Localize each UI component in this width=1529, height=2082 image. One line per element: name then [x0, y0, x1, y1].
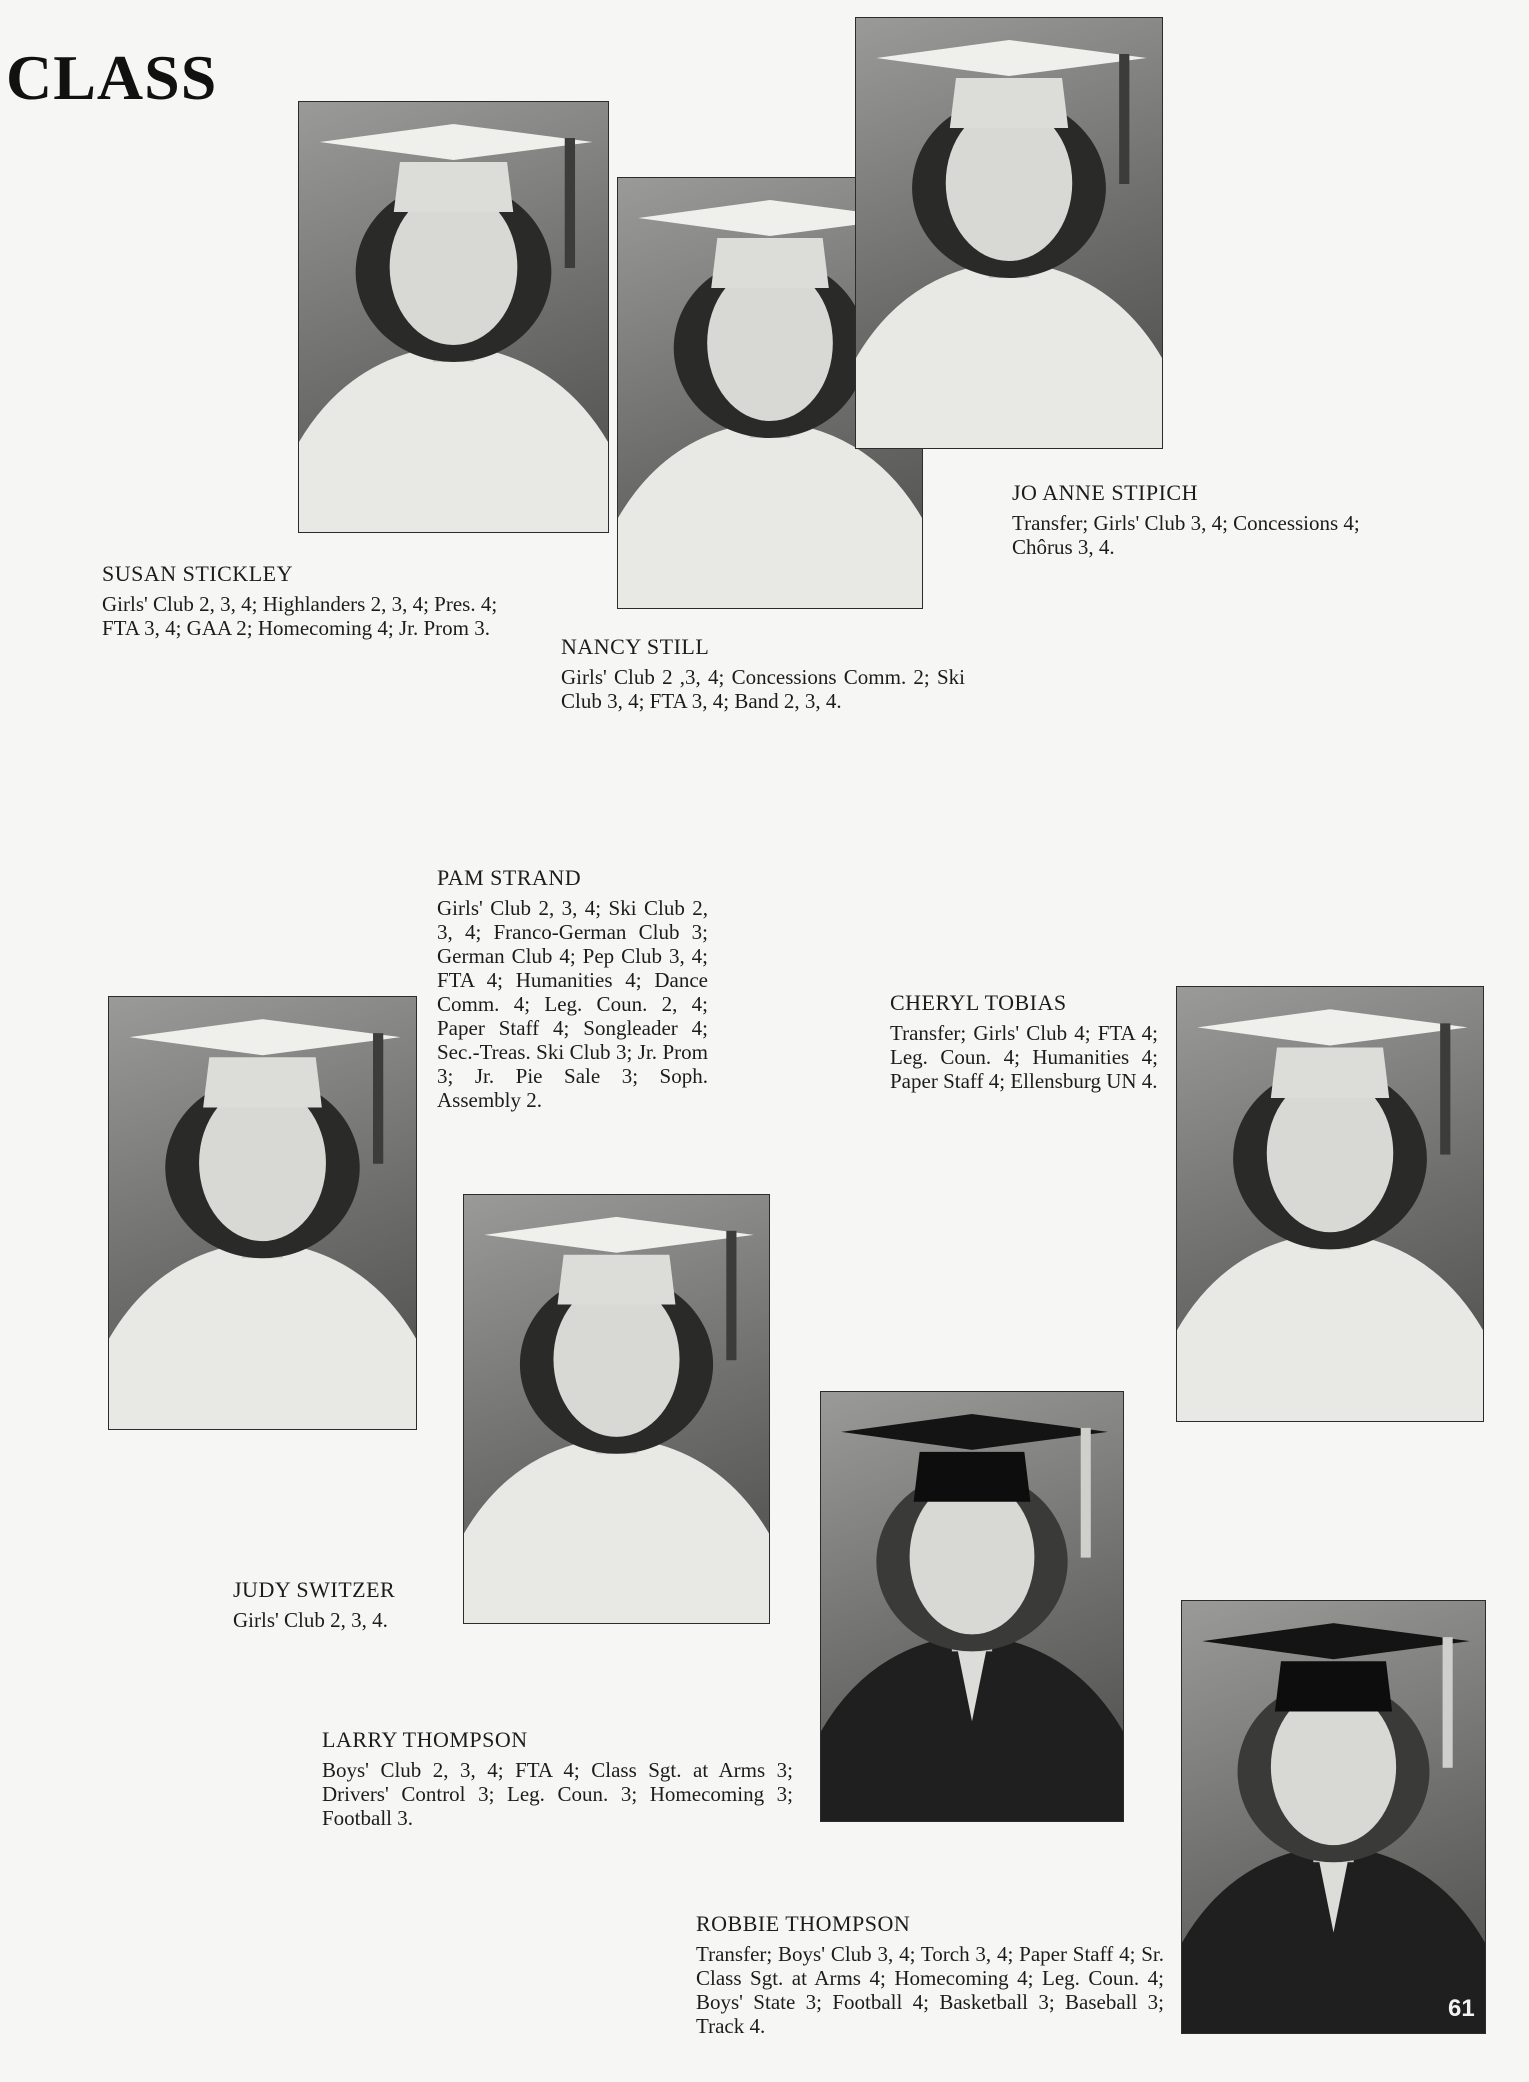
cap-board-shape [876, 40, 1146, 76]
tassel-shape [1440, 1023, 1450, 1154]
student-activities: Transfer; Girls' Club 3, 4; Concessions 4; Chôrus 3, 4. [1012, 511, 1360, 559]
cap-band-shape [1275, 1661, 1392, 1711]
student-caption [437, 866, 708, 1112]
student-name: ROBBIE THOMPSON [696, 1911, 911, 1936]
portrait-photo [463, 1194, 770, 1624]
cap-board-shape [129, 1019, 400, 1055]
student-caption [102, 562, 512, 640]
student-name: SUSAN STICKLEY [102, 561, 293, 586]
cap-band-shape [394, 162, 513, 212]
student-activities: Girls' Club 2, 3, 4; Ski Club 2, 3, 4; Franco-German Club 3; German Club 4; Pep Club 3, 4; FTA 4; Humanities 4; Dance Comm. 4; Leg. Coun. 2, 4; Paper Staff 4; Songleader 4; Sec.-Treas. Ski Club 3; Jr. Prom 3; Jr. Pie Sale 3; Soph. Assembly 2. [437, 896, 708, 1112]
portrait-photo [855, 17, 1163, 449]
student-name: CHERYL TOBIAS [890, 990, 1067, 1015]
portrait-figure [821, 1392, 1123, 1821]
portrait-figure [109, 997, 416, 1429]
portrait-photo [1181, 1600, 1486, 2034]
cap-band-shape [558, 1255, 676, 1305]
cap-board-shape [320, 124, 593, 160]
student-caption [1012, 481, 1416, 559]
portrait-photo [108, 996, 417, 1430]
student-name: JO ANNE STIPICH [1012, 480, 1198, 505]
student-name: JUDY SWITZER [233, 1577, 396, 1602]
tassel-shape [565, 138, 575, 268]
portrait-photo [820, 1391, 1124, 1822]
cap-board-shape [484, 1217, 753, 1253]
portrait-figure [1177, 987, 1483, 1421]
student-name: NANCY STILL [561, 634, 710, 659]
portrait-photo [1176, 986, 1484, 1422]
gown-shape [1177, 1239, 1483, 1421]
cap-board-shape [1197, 1009, 1467, 1045]
gown-shape [109, 1248, 416, 1429]
face-shape [1267, 1075, 1393, 1232]
portrait-figure [464, 1195, 769, 1623]
student-caption [322, 1728, 793, 1830]
portrait-figure [856, 18, 1162, 448]
student-caption [561, 635, 965, 713]
tassel-shape [373, 1033, 383, 1164]
gown-shape [856, 268, 1162, 448]
student-activities: Girls' Club 2, 3, 4; Highlanders 2, 3, 4; Pres. 4; FTA 3, 4; GAA 2; Homecoming 4; Jr. Prom 3. [102, 592, 498, 640]
gown-shape [618, 428, 922, 608]
face-shape [390, 189, 518, 345]
cap-band-shape [950, 78, 1068, 128]
tassel-shape [726, 1231, 736, 1360]
gown-shape [299, 352, 608, 532]
student-name: LARRY THOMPSON [322, 1727, 528, 1752]
student-activities: Boys' Club 2, 3, 4; FTA 4; Class Sgt. at Arms 3; Drivers' Control 3; Leg. Coun. 3; Homecoming 3; Football 3. [322, 1758, 793, 1830]
face-shape [1271, 1688, 1396, 1845]
portrait-figure [299, 102, 608, 532]
face-shape [910, 1479, 1035, 1635]
cap-board-shape [1202, 1623, 1470, 1659]
student-activities: Transfer; Boys' Club 3, 4; Torch 3, 4; Paper Staff 4; Sr. Class Sgt. at Arms 4; Homecoming 4; Leg. Coun. 4; Boys' State 3; Football 4; Basketball 3; Baseball 3; Track 4. [696, 1942, 1164, 2038]
tassel-shape [1081, 1428, 1091, 1558]
tassel-shape [1443, 1637, 1453, 1768]
student-activities: Girls' Club 2 ,3, 4; Concessions Comm. 2; Ski Club 3, 4; FTA 3, 4; Band 2, 3, 4. [561, 665, 965, 713]
face-shape [199, 1084, 326, 1241]
face-shape [946, 105, 1072, 261]
tassel-shape [1119, 54, 1129, 184]
student-caption [890, 991, 1158, 1093]
cap-board-shape [841, 1414, 1108, 1450]
page-number: 61 [1448, 1995, 1475, 2022]
gown-shape [464, 1444, 769, 1623]
student-activities: Girls' Club 2, 3, 4. [233, 1608, 388, 1632]
face-shape [553, 1282, 679, 1437]
face-shape [707, 265, 833, 421]
cap-band-shape [711, 238, 829, 288]
student-activities: Transfer; Girls' Club 4; FTA 4; Leg. Coun. 4; Humanities 4; Paper Staff 4; Ellensburg UN 4. [890, 1021, 1158, 1093]
cap-band-shape [1271, 1048, 1389, 1098]
student-name: PAM STRAND [437, 865, 582, 890]
cap-band-shape [203, 1057, 322, 1107]
portrait-figure [1182, 1601, 1485, 2033]
portrait-photo [298, 101, 609, 533]
student-caption [233, 1578, 473, 1632]
student-caption [696, 1912, 1164, 2038]
cap-band-shape [914, 1452, 1031, 1502]
page-heading: CLASS [6, 42, 218, 113]
